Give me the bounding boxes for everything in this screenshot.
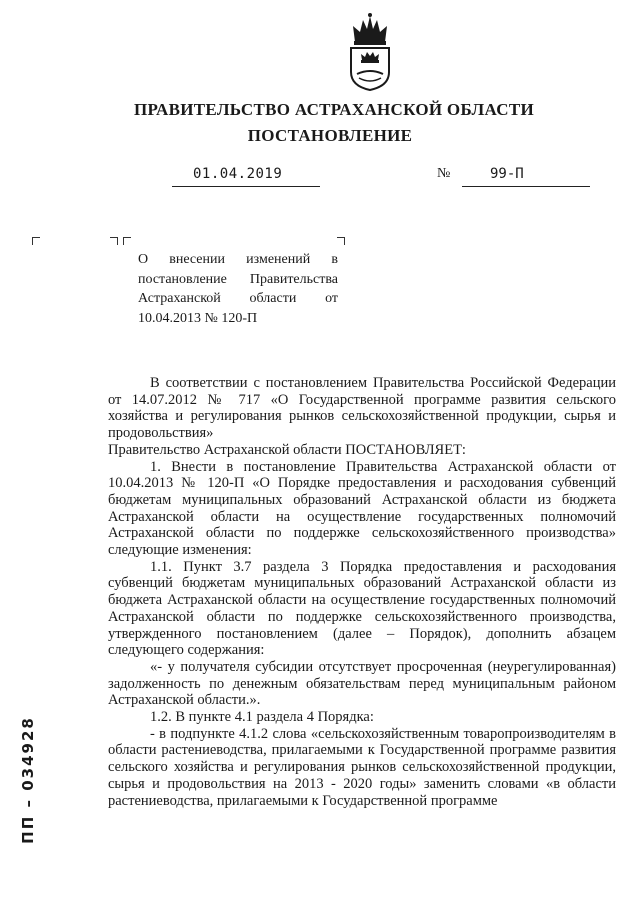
serial-number-text: ПП – 034928 bbox=[19, 716, 37, 844]
corner-mark bbox=[337, 237, 345, 245]
document-type-title: ПОСТАНОВЛЕНИЕ bbox=[247, 126, 413, 145]
document-date: 01.04.2019 bbox=[193, 166, 283, 182]
document-body bbox=[108, 375, 616, 809]
corner-mark bbox=[123, 237, 131, 245]
clause-1-2-paragraph: 1.2. В пункте 4.1 раздела 4 Порядка: bbox=[150, 709, 374, 726]
coat-of-arms-emblem bbox=[341, 12, 399, 92]
added-text-paragraph: «- у получателя субсидии отсутствует просроченная (неурегулированная) задолженность по денежным обязательствам перед муниципальным районом Астраханской области.». bbox=[108, 658, 616, 709]
subclause-paragraph: - в подпункте 4.1.2 слова «сельскохозяйственным товаропроизводителям в области растениеводства, прилагаемыми к Государственной программе развития сельского хозяйства и регулирования рынков сельскохозяйственной продукции, сырья и продовольствия на 2013 - 2020 годы» заменить словами «в области растениеводства, прилагаемыми к Государственной программе bbox=[108, 725, 616, 809]
serial-number-stamp bbox=[13, 710, 43, 850]
document-subject: О внесении изменений в постановление Правительства Астраханской области от 10.04.2013 № 120-П bbox=[138, 252, 338, 326]
organization-title: ПРАВИТЕЛЬСТВО АСТРАХАНСКОЙ ОБЛАСТИ bbox=[134, 100, 534, 119]
number-underline bbox=[462, 169, 590, 187]
number-sign: № bbox=[437, 166, 451, 181]
corner-mark bbox=[32, 237, 40, 245]
resolution-line: Правительство Астраханской области ПОСТАНОВЛЯЕТ: bbox=[108, 441, 466, 458]
preamble-paragraph: В соответствии с постановлением Правительства Российской Федерации от 14.07.2012 № 717 «О Государственной программе развития сельского хозяйства и регулирования рынков сельскохозяйственной продукции, сырья и продовольствия» bbox=[108, 375, 616, 442]
corner-mark bbox=[110, 237, 118, 245]
document-number: 99-П bbox=[490, 166, 524, 182]
clause-1-1-paragraph: 1.1. Пункт 3.7 раздела 3 Порядка предоставления и расходования субвенций бюджетам муниципальных образований Астраханской области из бюджета Астраханской области на осуществление государственных полномочий Астраханской области по поддержке сельскохозяйственного производства, утвержденного постановлением (далее – Порядок), дополнить абзацем следующего содержания: bbox=[108, 558, 616, 659]
clause-1-paragraph: 1. Внести в постановление Правительства Астраханской области от 10.04.2013 № 120-П «О Порядке предоставления и расходования субвенций бюджетам муниципальных образований Астраханской области из бюджета Астраханской области на осуществление государственных полномочий Астраханской области по поддержке сельскохозяйственного производства» следующие изменения: bbox=[108, 458, 616, 559]
